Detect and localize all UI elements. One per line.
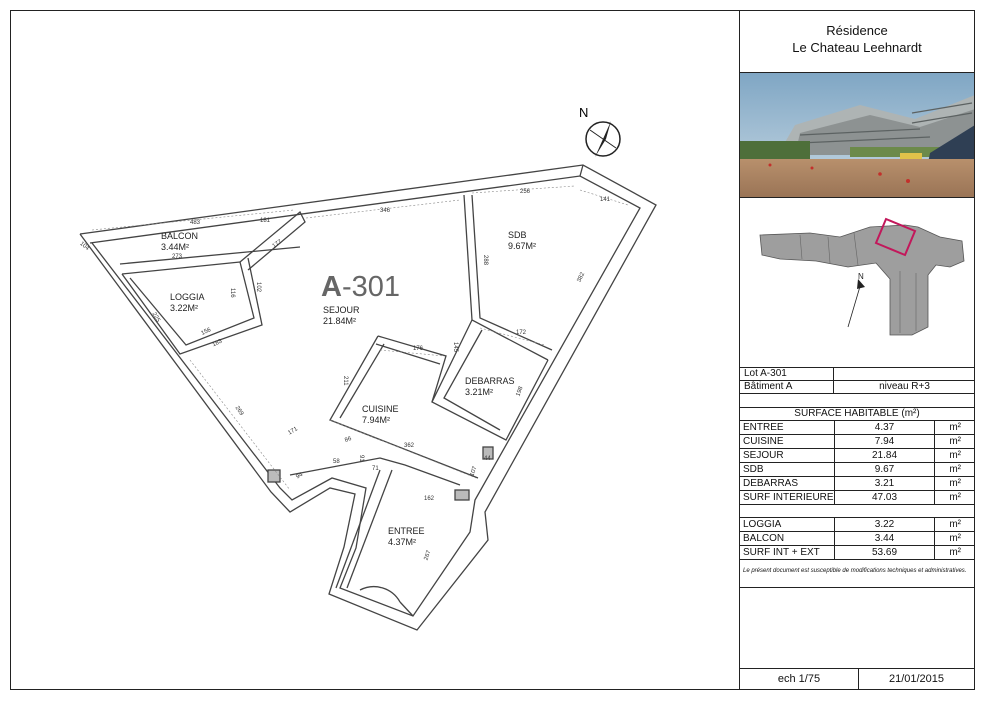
svg-text:288: 288 — [482, 255, 488, 266]
surface-row-name: SURF INT + EXT — [743, 547, 820, 558]
legal-note: Le présent document est susceptible de modifications techniques et administratives. — [743, 568, 967, 574]
svg-text:DEBARRAS: DEBARRAS — [465, 376, 515, 386]
surface-row-unit: m² — [949, 478, 961, 489]
svg-text:CUISINE: CUISINE — [362, 404, 399, 414]
svg-text:3.21M²: 3.21M² — [465, 387, 494, 397]
surface-row-value: 47.03 — [834, 491, 935, 504]
svg-text:ENTREE: ENTREE — [388, 526, 425, 536]
svg-text:141: 141 — [600, 197, 611, 203]
svg-text:94: 94 — [295, 471, 305, 481]
svg-text:267: 267 — [423, 549, 433, 562]
room-loggia — [170, 292, 205, 313]
svg-text:21.84M²: 21.84M² — [323, 316, 357, 326]
surface-row-value: 3.21 — [834, 477, 935, 490]
svg-text:71: 71 — [372, 466, 379, 472]
footer — [740, 668, 974, 690]
surface-row-value: 4.37 — [834, 421, 935, 434]
svg-text:269: 269 — [233, 405, 245, 417]
svg-text:86: 86 — [344, 435, 353, 444]
svg-text:177: 177 — [271, 238, 284, 250]
svg-text:4.37M²: 4.37M² — [388, 537, 417, 547]
surface-row-name: SURF INTERIEURE — [743, 492, 834, 503]
svg-text:225: 225 — [150, 311, 161, 324]
svg-text:58: 58 — [333, 459, 340, 465]
surface-row — [740, 477, 974, 491]
surface-row — [740, 449, 974, 463]
surface-row — [740, 421, 974, 435]
scale-label: ech 1/75 — [740, 669, 859, 690]
svg-text:256: 256 — [520, 189, 531, 195]
apartment-number: A-301 — [321, 271, 400, 303]
room-sejour — [323, 305, 360, 326]
svg-text:346: 346 — [380, 208, 391, 214]
svg-text:273: 273 — [172, 254, 183, 260]
surface-row-unit: m² — [949, 422, 961, 433]
svg-text:198: 198 — [515, 385, 525, 398]
surface-row-name: SDB — [743, 464, 764, 475]
svg-text:145: 145 — [452, 342, 458, 353]
svg-text:104: 104 — [78, 240, 90, 252]
svg-text:171: 171 — [287, 426, 299, 437]
svg-text:362: 362 — [404, 443, 415, 449]
svg-text:7.94M²: 7.94M² — [362, 415, 391, 425]
svg-text:9.67M²: 9.67M² — [508, 241, 537, 251]
room-balcon — [161, 231, 198, 252]
room-entree — [388, 526, 425, 547]
svg-text:BALCON: BALCON — [161, 231, 199, 241]
surface-row — [740, 435, 974, 449]
room-sdb — [508, 230, 536, 251]
surface-row — [740, 546, 974, 560]
surface-row-unit: m² — [949, 436, 961, 447]
svg-text:107: 107 — [469, 465, 479, 478]
location-keymap — [740, 197, 974, 368]
room-debarras — [465, 376, 515, 397]
svg-text:SEJOUR: SEJOUR — [323, 305, 360, 315]
surface-row-name: DEBARRAS — [743, 478, 799, 489]
surface-row-unit: m² — [949, 464, 961, 475]
svg-text:181: 181 — [260, 218, 271, 224]
svg-text:3.44M²: 3.44M² — [161, 242, 190, 252]
surface-row-value: 3.44 — [834, 532, 935, 545]
keymap-north-label: N — [858, 272, 864, 281]
residence-photo — [740, 73, 974, 198]
surface-row-unit: m² — [949, 533, 961, 544]
surface-row — [740, 463, 974, 477]
svg-text:44: 44 — [484, 456, 491, 462]
surface-row — [740, 518, 974, 532]
surface-row-value: 9.67 — [834, 463, 935, 476]
surface-row-value: 3.22 — [834, 518, 935, 531]
svg-text:SDB: SDB — [508, 230, 527, 240]
surface-row-value: 21.84 — [834, 449, 935, 462]
residence-title: Résidence Le Chateau Leehnardt — [740, 11, 974, 73]
surface-row-value: 53.69 — [834, 546, 935, 559]
date-label: 21/01/2015 — [888, 673, 945, 685]
surface-row-name: SEJOUR — [743, 450, 784, 461]
north-label: N — [579, 105, 589, 120]
surface-row-name: CUISINE — [743, 436, 784, 447]
svg-text:LOGGIA: LOGGIA — [170, 292, 205, 302]
svg-text:211: 211 — [342, 376, 348, 386]
surface-row-unit: m² — [949, 519, 961, 530]
svg-text:183: 183 — [211, 338, 224, 349]
surface-row-unit: m² — [949, 547, 961, 558]
surface-row-value: 7.94 — [834, 435, 935, 448]
lot-row: Lot A-301 — [740, 368, 974, 381]
svg-text:102: 102 — [255, 282, 261, 293]
batiment-row: Bâtiment A niveau R+3 — [740, 381, 974, 394]
floor-plan — [11, 11, 739, 689]
svg-text:156: 156 — [200, 327, 213, 337]
surface-row-name: LOGGIA — [743, 519, 782, 530]
surface-row-name: ENTREE — [743, 422, 784, 433]
surface-row-name: BALCON — [743, 533, 785, 544]
surface-row-unit: m² — [949, 450, 961, 461]
info-panel — [739, 11, 974, 689]
svg-text:172: 172 — [516, 330, 527, 336]
surface-row — [740, 491, 974, 505]
svg-text:91: 91 — [358, 455, 364, 462]
svg-text:116: 116 — [229, 288, 235, 298]
svg-text:483: 483 — [190, 220, 201, 226]
surface-row — [740, 532, 974, 546]
svg-text:176: 176 — [413, 346, 424, 352]
room-cuisine — [362, 404, 399, 425]
svg-text:382: 382 — [576, 271, 587, 284]
north-arrow-icon — [579, 105, 620, 157]
surface-habitable-title: SURFACE HABITABLE (m²) — [740, 407, 974, 421]
svg-text:162: 162 — [424, 496, 435, 502]
svg-text:3.22M²: 3.22M² — [170, 303, 199, 313]
surface-row-unit: m² — [949, 492, 961, 503]
